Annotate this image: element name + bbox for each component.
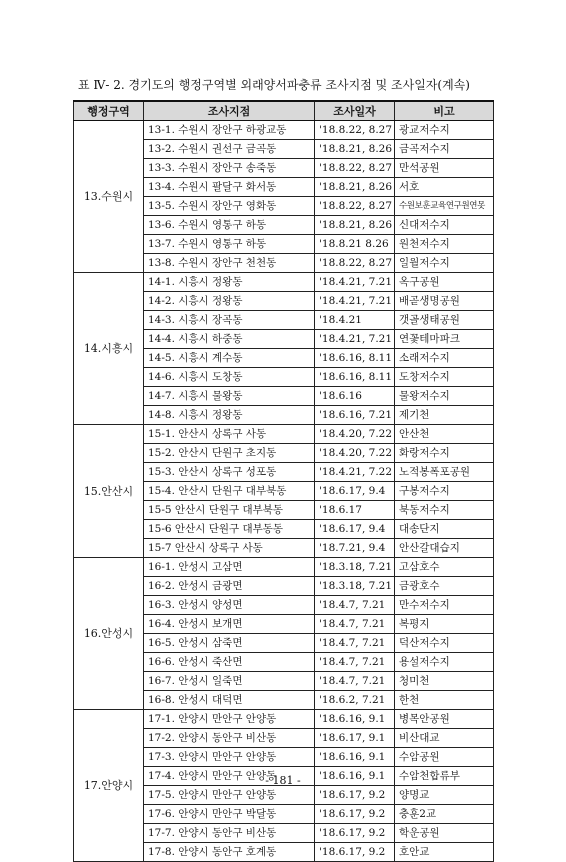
site-cell: 16-4. 안성시 보개면	[144, 615, 315, 634]
note-cell: 충훈2교	[395, 805, 494, 824]
site-cell: 16-7. 안성시 일죽면	[144, 672, 315, 691]
note-cell: 금광호수	[395, 577, 494, 596]
note-cell: 구봉저수지	[395, 482, 494, 501]
date-cell: '18.4.20, 7.22	[315, 425, 395, 444]
site-cell: 13-3. 수원시 장안구 송죽동	[144, 159, 315, 178]
site-cell: 14-4. 시흥시 하중동	[144, 330, 315, 349]
region-cell: 17.안양시	[74, 710, 144, 862]
table-caption: 표 Ⅳ- 2. 경기도의 행정구역별 외래양서파충류 조사지점 및 조사일자(계속)	[78, 78, 470, 92]
note-cell: 학운공원	[395, 824, 494, 843]
date-cell: '18.6.16	[315, 387, 395, 406]
note-cell: 덕산저수지	[395, 634, 494, 653]
date-cell: '18.6.16, 9.1	[315, 710, 395, 729]
site-cell: 14-8. 시흥시 정왕동	[144, 406, 315, 425]
note-cell: 수암공원	[395, 748, 494, 767]
note-cell: 북동저수지	[395, 501, 494, 520]
table-body	[74, 121, 494, 862]
site-cell: 17-1. 안양시 만안구 안양동	[144, 710, 315, 729]
site-cell: 17-2. 안양시 동안구 비산동	[144, 729, 315, 748]
date-cell: '18.8.21, 8.26	[315, 178, 395, 197]
region-cell: 13.수원시	[74, 121, 144, 273]
note-cell: 물왕저수지	[395, 387, 494, 406]
date-cell: '18.3.18, 7.21	[315, 558, 395, 577]
region-cell: 16.안성시	[74, 558, 144, 710]
date-cell: '18.6.17, 9.1	[315, 729, 395, 748]
date-cell: '18.6.16, 9.1	[315, 748, 395, 767]
note-cell: 갯골생태공원	[395, 311, 494, 330]
date-cell: '18.4.7, 7.21	[315, 615, 395, 634]
note-cell: 노적봉폭포공원	[395, 463, 494, 482]
site-cell: 15-7 안산시 상록구 사동	[144, 539, 315, 558]
note-cell: 만석공원	[395, 159, 494, 178]
note-cell: 복평지	[395, 615, 494, 634]
note-cell: 서호	[395, 178, 494, 197]
note-cell: 안산천	[395, 425, 494, 444]
site-cell: 17-3. 안양시 만안구 안양동	[144, 748, 315, 767]
date-cell: '18.6.17, 9.2	[315, 805, 395, 824]
date-cell: '18.6.16, 9.1	[315, 767, 395, 786]
site-cell: 13-6. 수원시 영통구 하동	[144, 216, 315, 235]
page-number: - 181 -	[265, 774, 301, 787]
date-cell: '18.6.17, 9.2	[315, 824, 395, 843]
site-cell: 14-6. 시흥시 도창동	[144, 368, 315, 387]
site-cell: 15-5 안산시 단원구 대부북동	[144, 501, 315, 520]
date-cell: '18.8.21, 8.26	[315, 216, 395, 235]
table-header-row	[74, 101, 494, 121]
note-cell: 만수저수지	[395, 596, 494, 615]
site-cell: 14-3. 시흥시 장곡동	[144, 311, 315, 330]
site-cell: 15-2. 안산시 단원구 초지동	[144, 444, 315, 463]
note-cell: 화랑저수지	[395, 444, 494, 463]
table-row	[74, 710, 494, 729]
site-cell: 13-5. 수원시 장안구 영화동	[144, 197, 315, 216]
date-cell: '18.6.16, 8.11	[315, 349, 395, 368]
date-cell: '18.4.21, 7.21	[315, 292, 395, 311]
note-cell: 소래저수지	[395, 349, 494, 368]
date-cell: '18.4.7, 7.21	[315, 653, 395, 672]
date-cell: '18.6.16, 7.21	[315, 406, 395, 425]
site-cell: 13-2. 수원시 권선구 금곡동	[144, 140, 315, 159]
table-row	[74, 425, 494, 444]
date-cell: '18.4.7, 7.21	[315, 672, 395, 691]
date-cell: '18.8.22, 8.27	[315, 197, 395, 216]
site-cell: 15-4. 안산시 단원구 대부북동	[144, 482, 315, 501]
note-cell: 청미천	[395, 672, 494, 691]
note-cell: 고삼호수	[395, 558, 494, 577]
date-cell: '18.6.17, 9.2	[315, 843, 395, 862]
note-cell: 원천저수지	[395, 235, 494, 254]
note-cell: 연꽃테마파크	[395, 330, 494, 349]
date-cell: '18.6.17	[315, 501, 395, 520]
date-cell: '18.8.21, 8.26	[315, 140, 395, 159]
date-cell: '18.8.22, 8.27	[315, 159, 395, 178]
site-cell: 14-1. 시흥시 정왕동	[144, 273, 315, 292]
date-cell: '18.8.21 8.26	[315, 235, 395, 254]
table-row	[74, 121, 494, 140]
site-cell: 17-5. 안양시 만안구 안양동	[144, 786, 315, 805]
site-cell: 17-4. 안양시 만안구 안양동	[144, 767, 315, 786]
header-date: 조사일자	[315, 101, 395, 121]
note-cell: 한천	[395, 691, 494, 710]
site-cell: 17-8. 안양시 동안구 호계동	[144, 843, 315, 862]
header-region: 행정구역	[74, 101, 144, 121]
note-cell: 제기천	[395, 406, 494, 425]
site-cell: 13-7. 수원시 영통구 하동	[144, 235, 315, 254]
header-site: 조사지점	[144, 101, 315, 121]
date-cell: '18.6.2, 7.21	[315, 691, 395, 710]
date-cell: '18.7.21, 9.4	[315, 539, 395, 558]
site-cell: 17-7. 안양시 동안구 비산동	[144, 824, 315, 843]
date-cell: '18.4.7, 7.21	[315, 634, 395, 653]
date-cell: '18.6.17, 9.4	[315, 520, 395, 539]
site-cell: 16-5. 안성시 삼죽면	[144, 634, 315, 653]
site-cell: 16-2. 안성시 금광면	[144, 577, 315, 596]
date-cell: '18.8.22, 8.27	[315, 121, 395, 140]
region-cell: 15.안산시	[74, 425, 144, 558]
table-row	[74, 273, 494, 292]
note-cell: 양명교	[395, 786, 494, 805]
site-cell: 14-7. 시흥시 물왕동	[144, 387, 315, 406]
date-cell: '18.4.21	[315, 311, 395, 330]
date-cell: '18.4.21, 7.21	[315, 273, 395, 292]
site-cell: 15-3. 안산시 상록구 성포동	[144, 463, 315, 482]
header-note: 비고	[395, 101, 494, 121]
site-cell: 13-4. 수원시 팔달구 화서동	[144, 178, 315, 197]
site-cell: 14-5. 시흥시 계수동	[144, 349, 315, 368]
site-cell: 16-8. 안성시 대덕면	[144, 691, 315, 710]
site-cell: 16-1. 안성시 고삼면	[144, 558, 315, 577]
note-cell: 배곧생명공원	[395, 292, 494, 311]
note-cell: 수원보훈교육연구원연못	[395, 197, 494, 216]
site-cell: 16-6. 안성시 죽산면	[144, 653, 315, 672]
note-cell: 일월저수지	[395, 254, 494, 273]
date-cell: '18.6.17, 9.2	[315, 786, 395, 805]
note-cell: 신대저수지	[395, 216, 494, 235]
survey-sites-table	[73, 100, 494, 862]
date-cell: '18.3.18, 7.21	[315, 577, 395, 596]
note-cell: 안산갈대습지	[395, 539, 494, 558]
date-cell: '18.4.21, 7.21	[315, 330, 395, 349]
site-cell: 17-6. 안양시 만안구 박달동	[144, 805, 315, 824]
site-cell: 15-1. 안산시 상록구 사동	[144, 425, 315, 444]
note-cell: 광교저수지	[395, 121, 494, 140]
site-cell: 13-8. 수원시 장안구 천천동	[144, 254, 315, 273]
table-row	[74, 558, 494, 577]
note-cell: 금곡저수지	[395, 140, 494, 159]
date-cell: '18.6.16, 8.11	[315, 368, 395, 387]
note-cell: 호안교	[395, 843, 494, 862]
note-cell: 옥구공원	[395, 273, 494, 292]
region-cell: 14.시흥시	[74, 273, 144, 425]
site-cell: 15-6 안산시 단원구 대부동동	[144, 520, 315, 539]
date-cell: '18.8.22, 8.27	[315, 254, 395, 273]
note-cell: 대송단지	[395, 520, 494, 539]
note-cell: 병목안공원	[395, 710, 494, 729]
date-cell: '18.4.7, 7.21	[315, 596, 395, 615]
site-cell: 16-3. 안성시 양성면	[144, 596, 315, 615]
site-cell: 14-2. 시흥시 정왕동	[144, 292, 315, 311]
date-cell: '18.4.21, 7.22	[315, 463, 395, 482]
note-cell: 용설저수지	[395, 653, 494, 672]
site-cell: 13-1. 수원시 장안구 하광교동	[144, 121, 315, 140]
note-cell: 도창저수지	[395, 368, 494, 387]
note-cell: 수암천합류부	[395, 767, 494, 786]
note-cell: 비산대교	[395, 729, 494, 748]
date-cell: '18.4.20, 7.22	[315, 444, 395, 463]
date-cell: '18.6.17, 9.4	[315, 482, 395, 501]
